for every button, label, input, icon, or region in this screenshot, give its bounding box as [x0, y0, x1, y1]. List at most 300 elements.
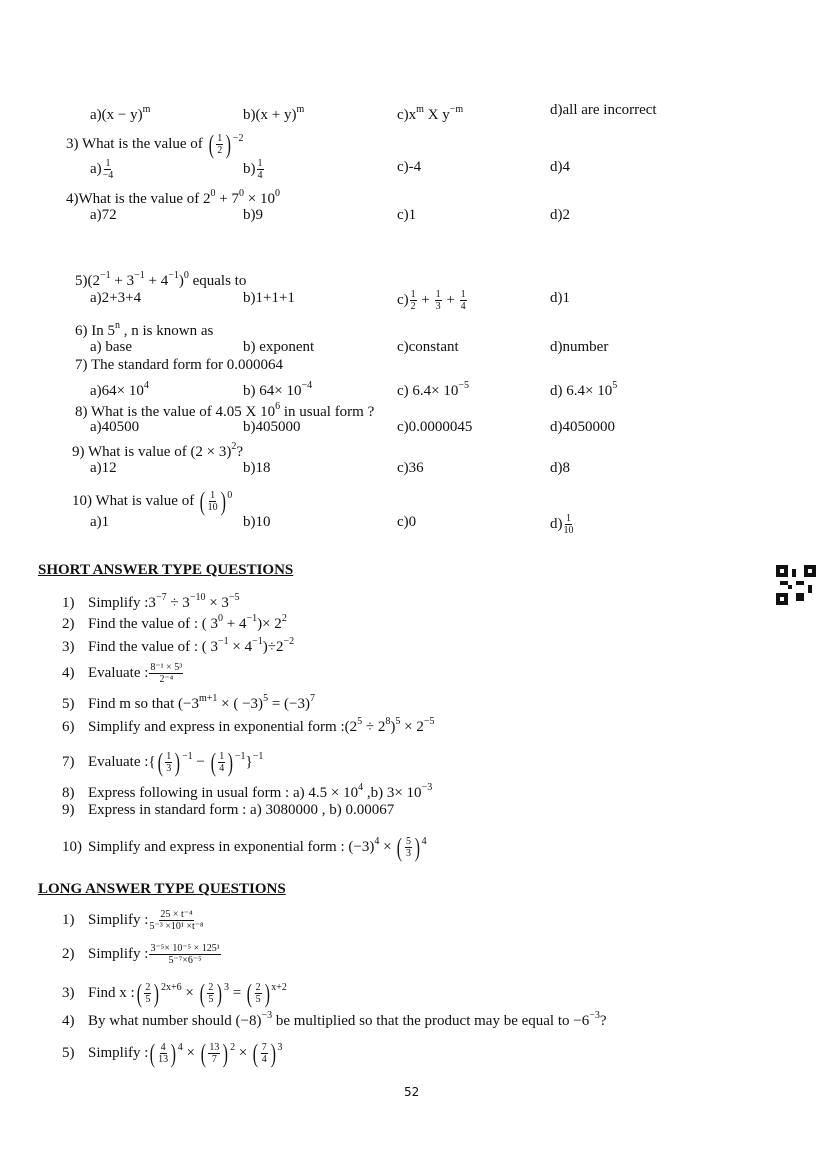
exponent: 0 — [227, 490, 233, 501]
question-number: 2) — [62, 945, 75, 962]
mcq-option — [397, 338, 459, 356]
mcq-option — [550, 418, 615, 436]
text-segment: , n is known as — [120, 323, 214, 339]
text-segment: ? — [599, 1013, 607, 1029]
text-segment: ? — [236, 444, 244, 460]
text-segment: equals to — [188, 273, 247, 289]
text-segment: Simplify :3 — [88, 595, 156, 611]
mcq-option — [550, 289, 570, 307]
short-question — [62, 779, 432, 802]
mcq-option — [397, 418, 472, 436]
right-paren: ) — [220, 486, 226, 516]
text-segment: b)18 — [243, 460, 271, 476]
question-number: 1) — [62, 595, 75, 611]
question-number: 1) — [62, 911, 75, 928]
right-paren: ) — [223, 1038, 229, 1068]
text-segment: 6) In 5 — [75, 323, 115, 339]
exponent: 0 — [239, 188, 245, 199]
numerator: 3⁻⁵× 10⁻⁵ × 125¹ — [150, 943, 220, 954]
denominator: 5 — [208, 994, 214, 1006]
short-question — [62, 633, 294, 656]
fraction — [255, 982, 262, 1005]
exponent: 4 — [374, 836, 380, 847]
long-question — [62, 909, 205, 932]
mcq-option — [550, 206, 570, 224]
fraction — [216, 133, 223, 156]
text-segment: 10) What is value of — [72, 493, 198, 509]
text-segment: c)constant — [397, 339, 459, 355]
exponent: x+2 — [271, 982, 287, 993]
text-segment: 7) The standard form for 0.000064 — [75, 357, 284, 373]
text-segment: a)72 — [90, 207, 117, 223]
numerator: 1 — [210, 490, 216, 502]
text-segment: × — [181, 985, 198, 1001]
fraction — [149, 909, 203, 932]
mcq-option — [90, 459, 117, 477]
parenthesized-fraction — [251, 1038, 277, 1068]
exponent: −1 — [168, 270, 179, 281]
text-segment: b)405000 — [243, 419, 301, 435]
parenthesized-fraction — [395, 832, 421, 862]
text-segment: By what number should (−8) — [88, 1013, 262, 1029]
short-question — [62, 589, 240, 612]
text-segment: b) — [243, 160, 256, 177]
right-paren: ) — [170, 1038, 177, 1068]
text-segment: c) — [397, 291, 409, 308]
text-segment: Find m so that (−3 — [88, 696, 199, 712]
numerator: 2 — [208, 982, 214, 994]
text-segment: a)12 — [90, 460, 117, 476]
text-segment: d)4050000 — [550, 419, 615, 435]
exponent: −1 — [217, 636, 229, 647]
exponent: 2x+6 — [161, 982, 182, 993]
text-segment: ,b) 3× 10 — [363, 785, 422, 801]
denominator: 10 — [207, 502, 218, 514]
text-segment: Simplify : — [88, 1045, 149, 1061]
fraction — [460, 289, 467, 312]
text-segment: 9) What is value of (2 × 3) — [72, 444, 232, 460]
mcq-question — [66, 130, 244, 158]
mcq-option — [243, 377, 312, 400]
text-segment: + 7 — [215, 191, 240, 207]
short-question — [62, 690, 315, 713]
text-segment: × ( −3) — [217, 696, 264, 712]
text-segment: 5)(2 — [75, 273, 100, 289]
left-paren: ( — [199, 978, 205, 1008]
numerator: 1 — [217, 133, 223, 145]
mcq-option — [550, 338, 608, 356]
left-paren: ( — [252, 1038, 258, 1068]
mcq-option — [397, 377, 469, 400]
mcq-option — [90, 418, 139, 436]
exponent: −5 — [458, 380, 470, 391]
exponent: −5 — [228, 592, 240, 603]
fraction — [165, 751, 172, 774]
fraction — [149, 943, 220, 966]
denominator: 5 — [255, 994, 261, 1006]
right-paren: ) — [270, 1038, 276, 1068]
text-segment: be multiplied so that the product may be equal to −6 — [272, 1013, 590, 1029]
fraction — [261, 1042, 268, 1065]
text-segment: Express following in usual form : a) 4.5 × 10 — [88, 785, 359, 801]
exponent: −4 — [301, 380, 313, 391]
right-paren: ) — [217, 978, 223, 1008]
fraction — [410, 289, 417, 312]
long-question — [62, 1007, 607, 1030]
text-segment: )÷2 — [262, 639, 284, 655]
mcq-option — [397, 101, 463, 124]
exponent: 5 — [263, 693, 269, 704]
exponent: −1 — [234, 751, 246, 762]
short-question — [62, 610, 287, 633]
fraction — [435, 289, 442, 312]
right-paren: ) — [225, 129, 232, 159]
text-segment: b)9 — [243, 207, 263, 223]
text-segment: Evaluate : — [88, 664, 149, 681]
parenthesized-fraction — [135, 978, 161, 1008]
text-segment: × — [379, 839, 396, 855]
exponent: −2 — [283, 636, 295, 647]
numerator: 1 — [105, 158, 111, 169]
text-segment: b)10 — [243, 514, 271, 530]
exponent: −3 — [421, 782, 433, 793]
exponent: m — [296, 104, 305, 115]
denominator: 5⁻⁷×6⁻⁵ — [168, 955, 202, 966]
denominator: 7 — [211, 1054, 217, 1066]
text-segment: c)0 — [397, 514, 417, 530]
exponent: −1 — [252, 751, 264, 762]
mcq-option — [550, 101, 657, 119]
exponent: 3 — [223, 982, 229, 993]
denominator: 5 — [145, 994, 151, 1006]
exponent: 2 — [281, 613, 287, 624]
mcq-question — [75, 267, 246, 290]
parenthesized-fraction — [199, 1038, 230, 1068]
mcq-option — [90, 101, 150, 124]
right-paren: ) — [154, 978, 160, 1008]
text-segment: Find the value of : ( 3 — [88, 639, 218, 655]
parenthesized-fraction — [207, 129, 233, 159]
text-segment: c)36 — [397, 460, 424, 476]
text-segment: Simplify and express in exponential form :(2 — [88, 719, 358, 735]
text-segment: Find x : — [88, 985, 135, 1001]
text-segment: c)1 — [397, 207, 417, 223]
parenthesized-fraction — [198, 978, 224, 1008]
question-number: 5) — [62, 696, 75, 712]
text-segment: + 4 — [144, 273, 169, 289]
parenthesized-fraction — [198, 486, 227, 516]
denominator: 10 — [563, 525, 574, 536]
short-answer-heading: SHORT ANSWER TYPE QUESTIONS — [38, 562, 294, 578]
exponent: 2 — [230, 1042, 236, 1053]
text-segment: a) base — [90, 339, 133, 355]
exponent: −3 — [589, 1010, 600, 1021]
denominator: 3 — [166, 763, 172, 775]
numerator: 1 — [410, 289, 416, 300]
text-segment: d)all are incorrect — [550, 102, 657, 118]
mcq-option — [550, 158, 570, 176]
mcq-option — [90, 289, 141, 307]
text-segment: + — [442, 291, 459, 308]
text-segment: ) — [390, 719, 396, 735]
text-segment: a)(x − y) — [90, 107, 143, 123]
right-paren: ) — [175, 747, 181, 777]
fraction — [144, 982, 151, 1005]
fraction — [564, 513, 574, 536]
mcq-option — [397, 289, 468, 312]
mcq-option — [243, 206, 263, 224]
denominator: 2 — [410, 301, 416, 312]
text-segment: d)number — [550, 339, 609, 355]
left-paren: ( — [208, 129, 214, 159]
exponent: 4 — [421, 836, 427, 847]
text-segment: + 4 — [222, 616, 247, 632]
fraction — [405, 836, 412, 859]
exponent: −5 — [423, 716, 435, 727]
exponent: −1 — [246, 613, 258, 624]
exponent: 4 — [358, 782, 364, 793]
short-question — [62, 801, 394, 819]
denominator: 4 — [460, 301, 466, 312]
text-segment: b) exponent — [243, 339, 315, 355]
text-segment: = — [228, 985, 245, 1001]
fraction — [207, 982, 214, 1005]
mcq-option — [397, 459, 424, 477]
parenthesized-fraction — [245, 978, 271, 1008]
numerator: 2 — [255, 982, 261, 994]
numerator: 1 — [219, 751, 225, 763]
left-paren: ( — [136, 978, 142, 1008]
text-segment: ÷ 2 — [362, 719, 386, 735]
denominator: 3 — [405, 848, 411, 860]
text-segment: 8) What is the value of 4.05 X 10 — [75, 404, 276, 420]
exponent: −7 — [155, 592, 167, 603]
text-segment: × 4 — [228, 639, 253, 655]
text-segment: Simplify : — [88, 945, 149, 962]
numerator: 25 × t⁻⁴ — [160, 909, 193, 920]
text-segment: c)-4 — [397, 159, 422, 175]
text-segment: d) — [550, 515, 563, 532]
question-number: 8) — [62, 785, 75, 801]
text-segment: Find the value of : ( 3 — [88, 616, 218, 632]
text-segment: c) 6.4× 10 — [397, 383, 459, 399]
left-paren: ( — [200, 1038, 206, 1068]
right-paren: ) — [264, 978, 270, 1008]
text-segment: )× 2 — [257, 616, 282, 632]
mcq-question — [66, 185, 280, 208]
exponent: 0 — [183, 270, 189, 281]
text-segment: = (−3) — [268, 696, 310, 712]
question-number: 5) — [62, 1045, 75, 1061]
mcq-option — [550, 513, 575, 536]
short-question — [62, 662, 184, 685]
text-segment: 3) What is the value of — [66, 136, 207, 152]
denominator: 2 — [217, 145, 223, 157]
question-number: 4) — [62, 1013, 75, 1029]
left-paren: ( — [210, 747, 216, 777]
exponent: −1 — [181, 751, 193, 762]
text-segment: − — [192, 754, 209, 770]
page-number: 52 — [404, 1085, 420, 1099]
mcq-option — [90, 338, 132, 356]
exponent: −1 — [134, 270, 145, 281]
mcq-option — [90, 377, 149, 400]
numerator: 5 — [405, 836, 411, 848]
question-number: 6) — [62, 719, 75, 735]
numerator: 8⁻¹ × 5³ — [150, 662, 183, 673]
left-paren: ( — [246, 978, 252, 1008]
question-number: 9) — [62, 802, 75, 818]
text-segment: ÷ 3 — [166, 595, 190, 611]
mcq-option — [397, 513, 416, 531]
exponent: 5 — [395, 716, 401, 727]
text-segment: Simplify and express in exponential form : (−3) — [88, 839, 375, 855]
text-segment: + — [417, 291, 434, 308]
text-segment: d)2 — [550, 207, 570, 223]
mcq-option — [90, 513, 109, 531]
left-paren: ( — [150, 1038, 156, 1068]
short-question — [62, 833, 427, 861]
question-number: 2) — [62, 616, 75, 632]
numerator: 1 — [257, 158, 263, 169]
numerator: 13 — [209, 1042, 220, 1054]
text-segment: × 2 — [400, 719, 424, 735]
denominator: 2⁻⁴ — [159, 674, 174, 685]
exponent: −3 — [261, 1010, 273, 1021]
exponent: −10 — [189, 592, 206, 603]
exponent: 4 — [143, 380, 149, 391]
left-paren: ( — [157, 747, 163, 777]
fraction — [149, 662, 183, 685]
mcq-option — [90, 158, 114, 181]
text-segment: × — [182, 1045, 199, 1061]
short-question — [62, 713, 434, 736]
question-number: 4) — [62, 664, 75, 681]
text-segment: a)40500 — [90, 419, 140, 435]
question-number: 3) — [62, 639, 75, 655]
mcq-question — [75, 356, 283, 374]
mcq-option — [550, 459, 570, 477]
denominator: −4 — [102, 170, 114, 181]
exponent: 6 — [275, 401, 281, 412]
mcq-option — [397, 158, 421, 176]
text-segment: X y — [423, 107, 450, 123]
long-question — [62, 979, 287, 1007]
exponent: 8 — [385, 716, 391, 727]
exponent: n — [115, 320, 120, 331]
text-segment: d) 6.4× 10 — [550, 383, 613, 399]
parenthesized-fraction — [148, 1038, 177, 1068]
exponent: 2 — [231, 441, 237, 452]
text-segment: × 3 — [205, 595, 229, 611]
denominator: 4 — [219, 763, 225, 775]
text-segment: Simplify : — [88, 911, 149, 928]
question-number: 10) — [62, 839, 82, 855]
exponent: −1 — [100, 270, 111, 281]
text-segment: d)4 — [550, 159, 570, 175]
text-segment: Express in standard form : a) 3080000 , b) 0.00067 — [88, 802, 395, 818]
numerator: 1 — [566, 513, 571, 524]
numerator: 1 — [435, 289, 441, 300]
parenthesized-fraction — [209, 747, 235, 777]
mcq-option — [243, 158, 265, 181]
long-question — [62, 1039, 282, 1067]
text-segment: × 10 — [244, 191, 275, 207]
long-question — [62, 943, 222, 966]
short-question — [62, 748, 263, 776]
numerator: 2 — [145, 982, 151, 994]
left-paren: ( — [199, 486, 205, 516]
denominator: 13 — [158, 1054, 169, 1066]
exponent: 5 — [612, 380, 618, 391]
fraction — [218, 751, 225, 774]
question-number: 3) — [62, 985, 75, 1001]
numerator: 1 — [460, 289, 466, 300]
mcq-question — [75, 317, 213, 340]
denominator: 4 — [261, 1054, 267, 1066]
mcq-option — [243, 338, 314, 356]
numerator: 1 — [166, 751, 172, 763]
text-segment: + 3 — [110, 273, 135, 289]
text-segment: b)(x + y) — [243, 107, 297, 123]
text-segment: b) 64× 10 — [243, 383, 302, 399]
qr-code-icon — [776, 565, 816, 605]
exponent: 0 — [274, 188, 280, 199]
text-segment: Evaluate :{ — [88, 754, 156, 770]
exponent: −m — [449, 104, 464, 115]
mcq-option — [90, 206, 117, 224]
numerator: 4 — [160, 1042, 166, 1054]
parenthesized-fraction — [156, 747, 182, 777]
exponent: 4 — [177, 1042, 183, 1053]
exponent: m — [142, 104, 151, 115]
long-answer-heading: LONG ANSWER TYPE QUESTIONS — [38, 881, 286, 897]
text-segment: × — [235, 1045, 252, 1061]
text-segment: c)0.0000045 — [397, 419, 473, 435]
text-segment: a)2+3+4 — [90, 290, 142, 306]
text-segment: d)8 — [550, 460, 570, 476]
exponent: m — [416, 104, 424, 115]
numerator: 7 — [261, 1042, 267, 1054]
text-segment: in usual form ? — [280, 404, 375, 420]
exponent: 0 — [210, 188, 216, 199]
exponent: 3 — [277, 1042, 283, 1053]
text-segment: d)1 — [550, 290, 570, 306]
mcq-option — [550, 377, 617, 400]
text-segment: ) — [178, 273, 184, 289]
denominator: 5⁻³ ×10¹ ×t⁻⁸ — [149, 921, 204, 932]
question-number: 7) — [62, 754, 75, 770]
mcq-option — [243, 101, 304, 124]
fraction — [257, 158, 264, 181]
text-segment: b)1+1+1 — [243, 290, 295, 306]
mcq-question — [72, 487, 232, 515]
fraction — [208, 490, 218, 513]
exponent: 0 — [217, 613, 223, 624]
text-segment: a)64× 10 — [90, 383, 144, 399]
exponent: m+1 — [198, 693, 218, 704]
exponent: 7 — [309, 693, 315, 704]
mcq-option — [397, 206, 416, 224]
fraction — [103, 158, 114, 181]
text-segment: a)1 — [90, 514, 110, 530]
fraction — [208, 1042, 220, 1065]
text-segment: } — [245, 754, 253, 770]
right-paren: ) — [227, 747, 234, 777]
text-segment: a) — [90, 160, 102, 177]
mcq-option — [243, 513, 271, 531]
text-segment: 4)What is the value of 2 — [66, 191, 211, 207]
